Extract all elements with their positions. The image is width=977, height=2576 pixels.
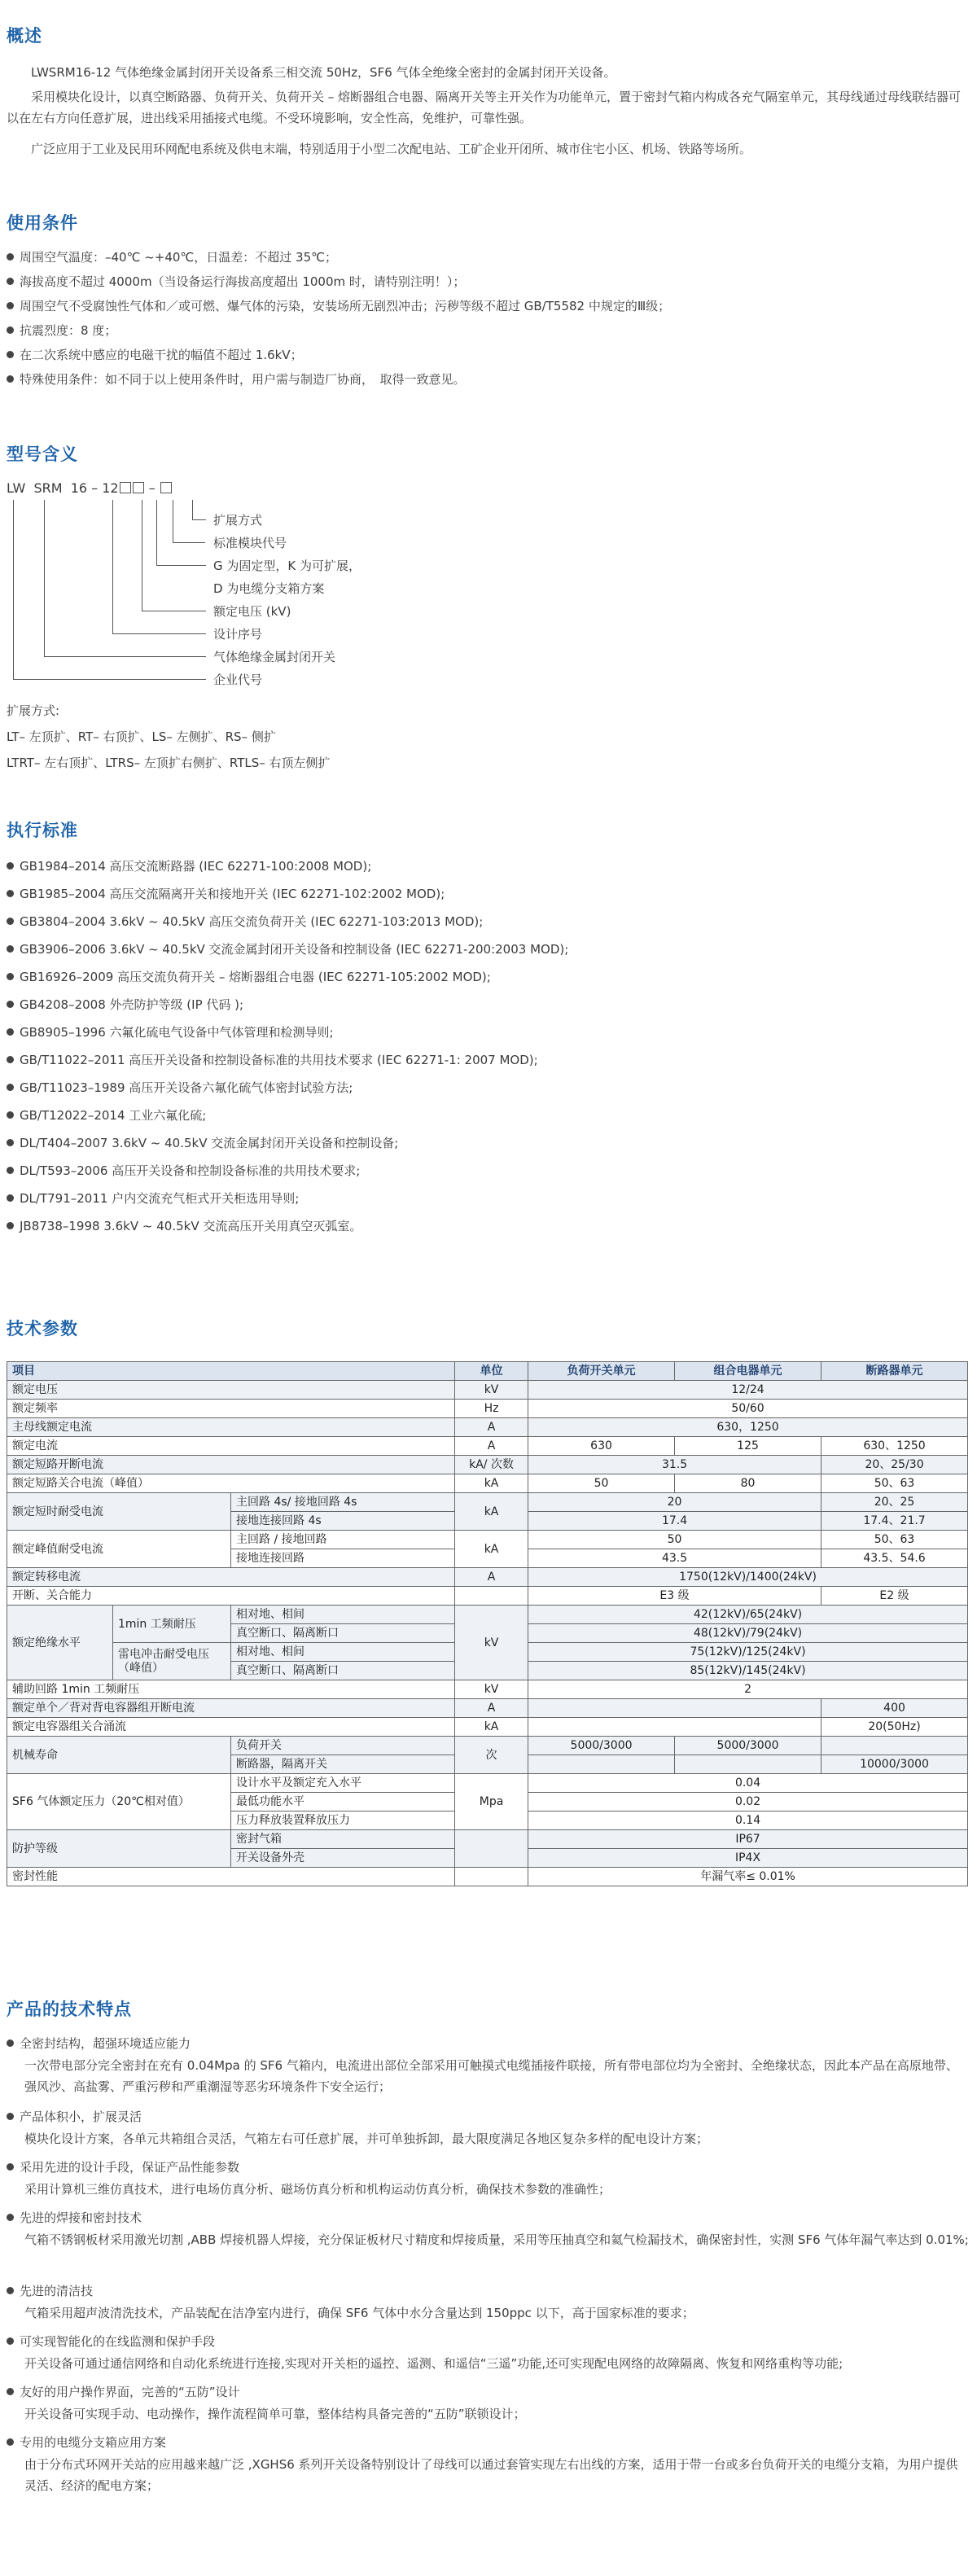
model-label: 额定电压 (kV) bbox=[213, 604, 291, 619]
table-row: SF6 气体额定压力（20℃相对值） 设计水平及额定充入水平 Mpa 0.04 bbox=[7, 1774, 968, 1793]
table-row: 额定短路开断电流 kA/ 次数 31.5 20、25/30 bbox=[7, 1456, 968, 1474]
model-label: 扩展方式 bbox=[213, 513, 263, 528]
standards-heading: 执行标准 bbox=[7, 821, 78, 840]
standard-item: JB8738–1998 3.6kV ~ 40.5kV 交流高压开关用真空灭弧室。 bbox=[7, 1218, 967, 1234]
feature-text: 采用计算机三维仿真技术，进行电场仿真分析、磁场仿真分析和机构运动仿真分析，确保技术参数的准确性； bbox=[24, 2182, 611, 2197]
extension-title: 扩展方式: bbox=[7, 703, 60, 718]
table-row: 额定电流 A 630 125 630、1250 bbox=[7, 1437, 968, 1456]
condition-item: 周围空气温度：–40℃ ~+40℃，日温差：不超过 35℃； bbox=[7, 249, 967, 265]
standard-item: GB3804–2004 3.6kV ~ 40.5kV 高压交流负荷开关 (IEC 62271-103:2013 MOD); bbox=[7, 913, 967, 930]
feature-title: 先进的清洁技 bbox=[7, 2283, 967, 2299]
table-row: 最低功能水平 0.02 bbox=[7, 1793, 968, 1812]
standard-item: GB8905–1996 六氟化硫电气设备中气体管理和检测导则; bbox=[7, 1024, 967, 1040]
table-row: 接地连接回路 4s 17.4 17.4、21.7 bbox=[7, 1512, 968, 1531]
features-heading: 产品的技术特点 bbox=[7, 2000, 132, 2019]
model-heading: 型号含义 bbox=[7, 445, 78, 464]
standard-item: GB/T12022–2014 工业六氟化硫; bbox=[7, 1107, 967, 1124]
table-row: 密封性能 年漏气率≤ 0.01% bbox=[7, 1868, 968, 1886]
table-row: 额定绝缘水平 1min 工频耐压 相对地、相间 kV 42(12kV)/65(24kV) bbox=[7, 1606, 968, 1624]
standard-item: GB16926–2009 高压交流负荷开关 – 熔断器组合电器 (IEC 62271-105:2002 MOD); bbox=[7, 969, 967, 985]
header-item: 项目 bbox=[7, 1362, 455, 1381]
model-code: LW SRM 16 – 12 – bbox=[7, 480, 173, 496]
table-row: 额定短时耐受电流 主回路 4s/ 接地回路 4s kA 20 20、25 bbox=[7, 1493, 968, 1512]
table-row: 额定电容器组关合涌流 kA 20(50Hz) bbox=[7, 1718, 968, 1737]
technical-parameters-table bbox=[7, 1361, 968, 1886]
feature-text: 气箱采用超声波清洗技术，产品装配在洁净室内进行，确保 SF6 气体中水分含量达到 150ppc 以下，高于国家标准的要求； bbox=[24, 2306, 694, 2320]
table-row: 开断、关合能力 E3 级 E2 级 bbox=[7, 1587, 968, 1606]
table-row: 接地连接回路 43.5 43.5、54.6 bbox=[7, 1549, 968, 1568]
table-row: 机械寿命 负荷开关 次 5000/3000 5000/3000 bbox=[7, 1737, 968, 1755]
table-row: 辅助回路 1min 工频耐压 kV 2 bbox=[7, 1680, 968, 1699]
table-row: 真空断口、隔离断口 85(12kV)/145(24kV) bbox=[7, 1662, 968, 1680]
model-label: 标准模块代号 bbox=[213, 536, 287, 550]
table-row: 真空断口、隔离断口 48(12kV)/79(24kV) bbox=[7, 1624, 968, 1643]
feature-text: 一次带电部分完全密封在充有 0.04Mpa 的 SF6 气箱内，电流进出部位全部采用可触摸式电缆插接件联接，所有带电部位均为全密封、全绝缘状态，因此本产品在高原地带、强风沙、高盐雾、严重污秽和严重潮湿等恶劣环境条件下安全运行； bbox=[24, 2058, 958, 2094]
table-row: 雷电冲击耐受电压（峰值） 相对地、相间 75(12kV)/125(24kV) bbox=[7, 1643, 968, 1662]
condition-item: 海拔高度不超过 4000m（当设备运行海拔高度超出 1000m 时，请特别注明！）； bbox=[7, 274, 967, 290]
model-label: G 为固定型，K 为可扩展， bbox=[213, 559, 361, 573]
overview-paragraph-3: 广泛应用于工业及民用环网配电系统及供电末端，特别适用于小型二次配电站、工矿企业开闭所、城市住宅小区、机场、铁路等场所。 bbox=[31, 142, 752, 156]
table-row: 额定短路关合电流（峰值） kA 50 80 50、63 bbox=[7, 1474, 968, 1493]
model-label: D 为电缆分支箱方案 bbox=[213, 581, 325, 596]
table-header-row bbox=[7, 1362, 968, 1381]
standard-item: GB1984–2014 高压交流断路器 (IEC 62271-100:2008 MOD); bbox=[7, 858, 967, 874]
standard-item: GB/T11022–2011 高压开关设备和控制设备标准的共用技术要求 (IEC 62271-1: 2007 MOD); bbox=[7, 1052, 967, 1068]
table-row: 断路器，隔离开关 10000/3000 bbox=[7, 1755, 968, 1774]
feature-title: 先进的焊接和密封技术 bbox=[7, 2210, 967, 2226]
model-bracket bbox=[173, 542, 205, 543]
standard-item: DL/T404–2007 3.6kV ~ 40.5kV 交流金属封闭开关设备和控制设备; bbox=[7, 1135, 967, 1151]
feature-text: 气箱不锈钢板材采用激光切割 ,ABB 焊接机器人焊接，充分保证板材尺寸精度和焊接质量，采用等压抽真空和氦气检漏技术，确保密封性，实测 SF6 气体年漏气率达到 0.01%; bbox=[24, 2232, 969, 2247]
table-row: 主母线额定电流 A 630，1250 bbox=[7, 1418, 968, 1437]
standard-item: GB1985–2004 高压交流隔离开关和接地开关 (IEC 62271-102:2002 MOD); bbox=[7, 886, 967, 902]
feature-text: 由于分布式环网开关站的应用越来越广泛 ,XGHS6 系列开关设备特别设计了母线可以通过套管实现左右出线的方案，适用于带一台或多台负荷开关的电缆分支箱，为用户提供灵活、经济的配电方案； bbox=[24, 2457, 958, 2493]
table-row: 额定电压 kV 12/24 bbox=[7, 1381, 968, 1400]
table-row: 防护等级 密封气箱 IP67 bbox=[7, 1830, 968, 1849]
standard-item: GB/T11023–1989 高压开关设备六氟化硫气体密封试验方法; bbox=[7, 1080, 967, 1096]
feature-title: 采用先进的设计手段，保证产品性能参数 bbox=[7, 2159, 967, 2175]
feature-text: 开关设备可实现手动、电动操作，操作流程简单可靠，整体结构具备完善的“五防”联锁设计； bbox=[24, 2407, 526, 2421]
overview-paragraph-1: LWSRM16-12 气体绝缘金属封闭开关设备系三相交流 50Hz，SF6 气体全绝缘全密封的金属封闭开关设备。 bbox=[31, 65, 616, 80]
feature-title: 产品体积小，扩展灵活 bbox=[7, 2109, 967, 2125]
condition-item: 周围空气不受腐蚀性气体和／或可燃、爆气体的污染，安装场所无剧烈冲击；污秽等级不超过 GB/T5582 中规定的Ⅲ级； bbox=[7, 298, 967, 314]
feature-title: 可实现智能化的在线监测和保护手段 bbox=[7, 2333, 967, 2350]
params-heading: 技术参数 bbox=[7, 1319, 78, 1338]
feature-title: 专用的电缆分支箱应用方案 bbox=[7, 2434, 967, 2451]
condition-item: 抗震烈度：8 度； bbox=[7, 322, 967, 339]
overview-heading: 概述 bbox=[7, 26, 42, 46]
condition-item: 在二次系统中感应的电磁干扰的幅值不超过 1.6kV； bbox=[7, 347, 967, 363]
table-row: 额定频率 Hz 50/60 bbox=[7, 1400, 968, 1418]
feature-title: 友好的用户操作界面，完善的“五防”设计 bbox=[7, 2384, 967, 2400]
conditions-heading: 使用条件 bbox=[7, 213, 78, 233]
model-label: 气体绝缘金属封闭开关 bbox=[213, 650, 336, 664]
header-load-switch: 负荷开关单元 bbox=[528, 1362, 675, 1381]
model-label: 设计序号 bbox=[213, 627, 263, 642]
condition-item: 特殊使用条件：如不同于以上使用条件时，用户需与制造厂协商， 取得一致意见。 bbox=[7, 371, 967, 388]
table-row: 开关设备外壳 IP4X bbox=[7, 1849, 968, 1868]
table-row: 压力释放装置释放压力 0.14 bbox=[7, 1812, 968, 1830]
standard-item: DL/T593–2006 高压开关设备和控制设备标准的共用技术要求; bbox=[7, 1163, 967, 1179]
header-combination: 组合电器单元 bbox=[675, 1362, 821, 1381]
extension-line: LT– 左顶扩、RT– 右顶扩、LS– 左侧扩、RS– 侧扩 bbox=[7, 729, 276, 744]
extension-line: LTRT– 左右顶扩、LTRS– 左顶扩右侧扩、RTLS– 右顶左侧扩 bbox=[7, 756, 331, 770]
table-row: 额定转移电流 A 1750(12kV)/1400(24kV) bbox=[7, 1568, 968, 1587]
header-breaker: 断路器单元 bbox=[821, 1362, 968, 1381]
standard-item: GB4208–2008 外壳防护等级 (IP 代码 ); bbox=[7, 997, 967, 1013]
model-bracket bbox=[13, 500, 206, 680]
table-row: 额定单个／背对背电容器组开断电流 A 400 bbox=[7, 1699, 968, 1718]
table-row: 额定峰值耐受电流 主回路 / 接地回路 kA 50 50、63 bbox=[7, 1531, 968, 1549]
model-label: 企业代号 bbox=[213, 672, 263, 687]
header-unit: 单位 bbox=[455, 1362, 528, 1381]
standard-item: DL/T791–2011 户内交流充气柜式开关柜选用导则; bbox=[7, 1190, 967, 1207]
feature-text: 开关设备可通过通信网络和自动化系统进行连接,实现对开关柜的遥控、遥测、和遥信“三遥”功能,还可实现配电网络的故障隔离、恢复和网络重构等功能; bbox=[24, 2356, 843, 2371]
standard-item: GB3906–2006 3.6kV ~ 40.5kV 交流金属封闭开关设备和控制设备 (IEC 62271-200:2003 MOD); bbox=[7, 941, 967, 957]
overview-paragraph-2: 采用模块化设计，以真空断路器、负荷开关、负荷开关 – 熔断器组合电器、隔离开关等主开关作为功能单元，置于密封气箱内构成各充气隔室单元，其母线通过母线联结器可以在左右方向任意扩展，进出线采用插接式电缆。不受环境影响，安全性高，免维护，可靠性强。 bbox=[7, 90, 962, 125]
feature-title: 全密封结构，超强环境适应能力 bbox=[7, 2035, 967, 2052]
feature-text: 模块化设计方案，各单元共箱组合灵活，气箱左右可任意扩展，并可单独拆卸，最大限度满足各地区复杂多样的配电设计方案； bbox=[24, 2131, 709, 2146]
